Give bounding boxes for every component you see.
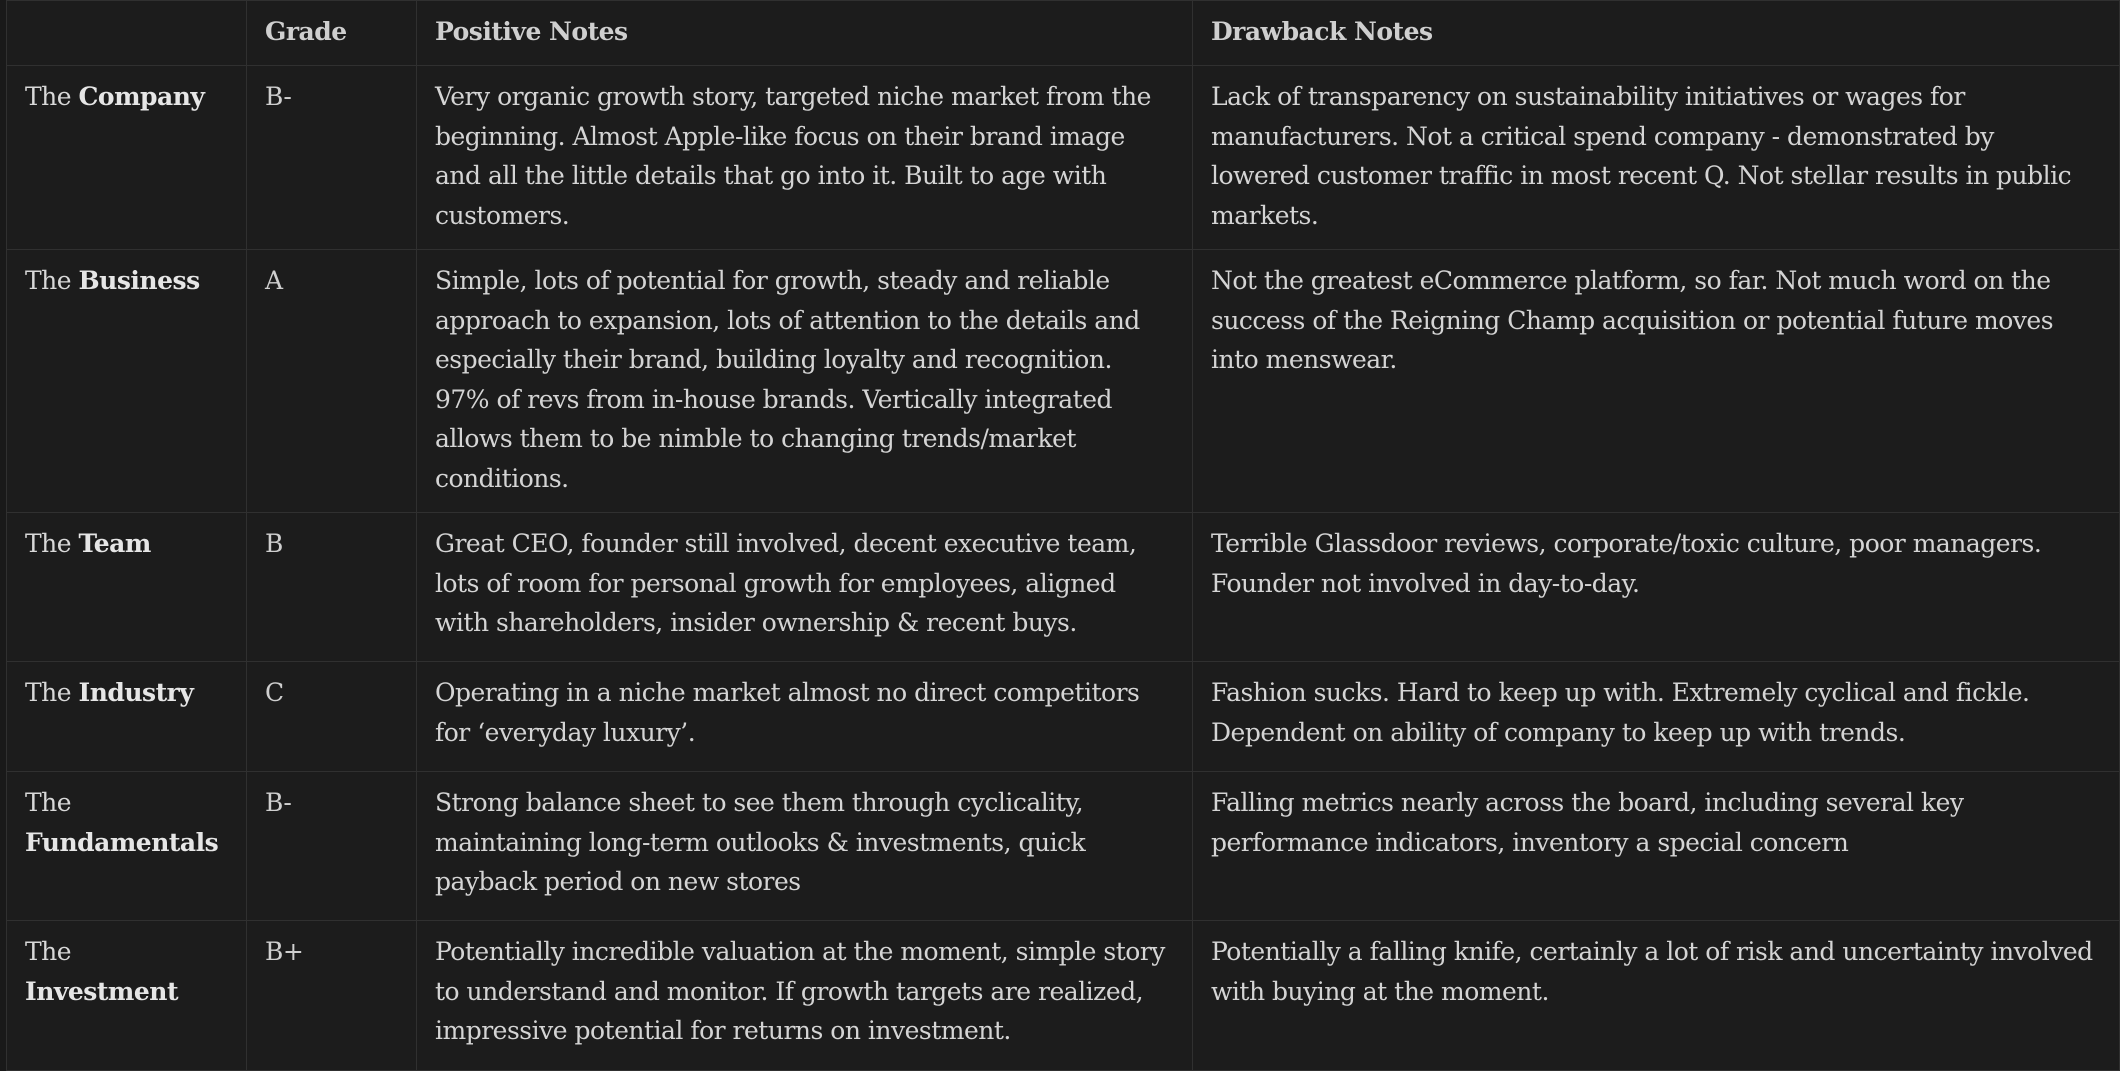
row-positive-notes: Simple, lots of potential for growth, steady and reliable approach to expansion, lots of attention to the details and especially their brand, building loyalty and recognition. 97% of revs from in-house brands. Vertically integrated allows them to be nimble to changing trends/market conditions. bbox=[417, 250, 1193, 513]
header-positive-notes: Positive Notes bbox=[417, 1, 1193, 66]
row-prefix: The bbox=[25, 678, 72, 707]
row-category bbox=[7, 921, 247, 1071]
header-category bbox=[7, 1, 247, 66]
row-category bbox=[7, 250, 247, 513]
row-prefix: The bbox=[25, 266, 72, 295]
table-row bbox=[7, 513, 2120, 662]
row-title: Investment bbox=[25, 976, 179, 1006]
row-drawback-notes: Lack of transparency on sustainability initiatives or wages for manufacturers. Not a critical spend company - demonstrated by lowered customer traffic in most recent Q. Not stellar results in public markets. bbox=[1193, 66, 2120, 250]
row-drawback-notes: Not the greatest eCommerce platform, so far. Not much word on the success of the Reigning Champ acquisition or potential future moves into menswear. bbox=[1193, 250, 2120, 513]
row-category bbox=[7, 662, 247, 772]
row-positive-notes: Very organic growth story, targeted niche market from the beginning. Almost Apple-like focus on their brand image and all the little details that go into it. Built to age with customers. bbox=[417, 66, 1193, 250]
table-row bbox=[7, 662, 2120, 772]
row-category bbox=[7, 772, 247, 921]
row-prefix: The bbox=[25, 82, 72, 111]
row-prefix: The bbox=[25, 788, 72, 817]
table-row bbox=[7, 250, 2120, 513]
row-positive-notes: Potentially incredible valuation at the moment, simple story to understand and monitor. If growth targets are realized, impressive potential for returns on investment. bbox=[417, 921, 1193, 1071]
row-title: Company bbox=[78, 82, 205, 111]
row-category bbox=[7, 513, 247, 662]
row-grade: B bbox=[247, 513, 417, 662]
header-grade: Grade bbox=[247, 1, 417, 66]
row-grade: C bbox=[247, 662, 417, 772]
table-row bbox=[7, 66, 2120, 250]
row-prefix: The bbox=[25, 529, 72, 558]
row-title: Industry bbox=[78, 678, 194, 707]
row-title: Business bbox=[78, 266, 200, 295]
evaluation-table bbox=[6, 0, 2120, 1071]
table-row bbox=[7, 921, 2120, 1071]
evaluation-table-container bbox=[6, 0, 2119, 1045]
row-positive-notes: Great CEO, founder still involved, decent executive team, lots of room for personal growth for employees, aligned with shareholders, insider ownership & recent buys. bbox=[417, 513, 1193, 662]
row-title: Fundamentals bbox=[25, 827, 219, 857]
row-grade: A bbox=[247, 250, 417, 513]
table-row bbox=[7, 772, 2120, 921]
row-drawback-notes: Terrible Glassdoor reviews, corporate/toxic culture, poor managers. Founder not involved in day-to-day. bbox=[1193, 513, 2120, 662]
row-drawback-notes: Fashion sucks. Hard to keep up with. Extremely cyclical and fickle. Dependent on ability of company to keep up with trends. bbox=[1193, 662, 2120, 772]
row-title: Team bbox=[78, 529, 151, 558]
row-drawback-notes: Falling metrics nearly across the board, including several key performance indicators, inventory a special concern bbox=[1193, 772, 2120, 921]
row-positive-notes: Operating in a niche market almost no direct competitors for ‘everyday luxury’. bbox=[417, 662, 1193, 772]
row-category bbox=[7, 66, 247, 250]
row-prefix: The bbox=[25, 937, 72, 966]
table-header-row bbox=[7, 1, 2120, 66]
header-drawback-notes: Drawback Notes bbox=[1193, 1, 2120, 66]
row-grade: B+ bbox=[247, 921, 417, 1071]
row-positive-notes: Strong balance sheet to see them through cyclicality, maintaining long-term outlooks & investments, quick payback period on new stores bbox=[417, 772, 1193, 921]
row-drawback-notes: Potentially a falling knife, certainly a lot of risk and uncertainty involved with buying at the moment. bbox=[1193, 921, 2120, 1071]
row-grade: B- bbox=[247, 66, 417, 250]
row-grade: B- bbox=[247, 772, 417, 921]
